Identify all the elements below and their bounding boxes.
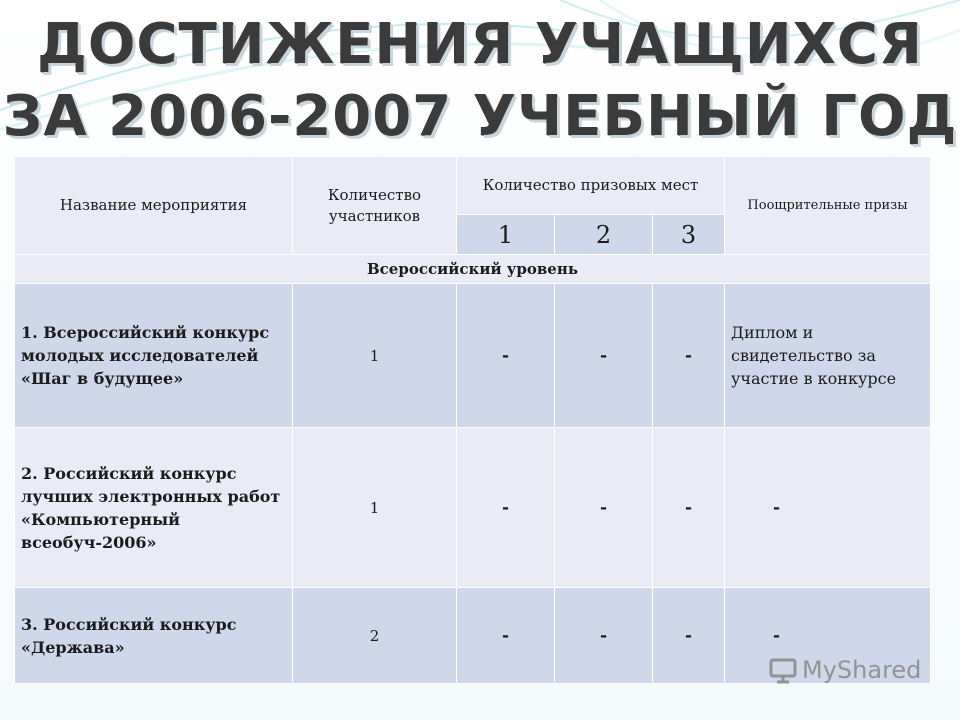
- place-1-value: -: [457, 588, 555, 684]
- place-2-value: -: [555, 428, 653, 588]
- header-place-2: 2: [555, 215, 653, 255]
- header-prizes: Поощрительные призы: [725, 157, 931, 255]
- page-title-line1: ДОСТИЖЕНИЯ УЧАЩИХСЯ: [36, 12, 924, 77]
- event-name: 2. Российский конкурс лучших электронных работ «Компьютерный всеобуч-2006»: [15, 428, 293, 588]
- header-place-3: 3: [653, 215, 725, 255]
- event-name: 1. Всероссийский конкурс молодых исследователей «Шаг в будущее»: [15, 284, 293, 428]
- prize-value: -: [725, 588, 931, 684]
- header-place-1: 1: [457, 215, 555, 255]
- place-3-value: -: [653, 428, 725, 588]
- event-name: 3. Российский конкурс «Держава»: [15, 588, 293, 684]
- place-2-value: -: [555, 588, 653, 684]
- header-participants: Количество участников: [293, 157, 457, 255]
- place-2-value: -: [555, 284, 653, 428]
- watermark: [768, 655, 921, 685]
- place-3-value: -: [653, 588, 725, 684]
- participants-count: 1: [293, 284, 457, 428]
- place-3-value: -: [653, 284, 725, 428]
- achievements-table: [14, 156, 931, 684]
- prize-value: -: [725, 428, 931, 588]
- level-row: Всероссийский уровень: [15, 255, 931, 284]
- watermark-text: MyShared: [802, 656, 922, 684]
- presentation-icon: [768, 655, 798, 685]
- table-row: [15, 284, 931, 428]
- participants-count: 2: [293, 588, 457, 684]
- header-event: Название мероприятия: [15, 157, 293, 255]
- page-title-line2: ЗА 2006-2007 УЧЕБНЫЙ ГОД: [2, 84, 958, 149]
- table-row: [15, 428, 931, 588]
- place-1-value: -: [457, 428, 555, 588]
- participants-count: 1: [293, 428, 457, 588]
- prize-value: Диплом и свидетельство за участие в конкурсе: [725, 284, 931, 428]
- place-1-value: -: [457, 284, 555, 428]
- header-places: Количество призовых мест: [457, 157, 725, 215]
